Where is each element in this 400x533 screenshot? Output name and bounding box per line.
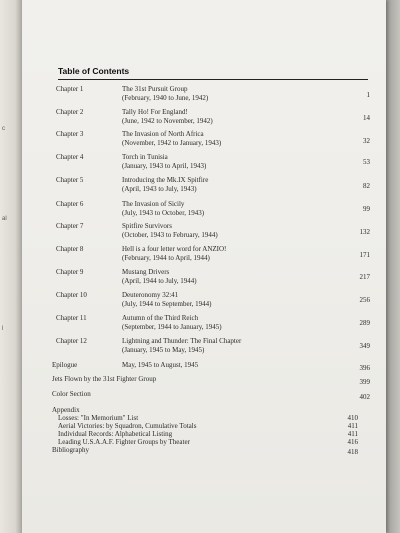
chapter-title: Lightning and Thunder: The Final Chapter [122,337,242,345]
appendix-item: Individual Records: Alphabetical Listing [58,430,173,438]
bibliography-label: Bibliography [52,446,89,454]
chapter-title: The Invasion of North Africa [122,130,204,138]
chapter-title: The 31st Pursuit Group [122,85,188,93]
chapter-label: Chapter 12 [56,337,87,345]
page-number: 349 [359,342,370,350]
chapter-title: Introducing the Mk.IX Spitfire [122,176,209,184]
chapter-label: Chapter 3 [56,130,84,138]
page-number: 82 [363,182,370,190]
page-number: 99 [363,205,370,213]
epilogue-label: Epilogue [52,361,78,369]
page-number: 399 [359,378,370,386]
chapter-label: Chapter 1 [56,85,84,93]
appendix-item: Leading U.S.A.A.F. Fighter Groups by Theater [58,438,190,446]
chapter-dates: (April, 1944 to July, 1944) [122,277,197,286]
chapter-label: Chapter 9 [56,268,84,276]
chapter-dates: (September, 1944 to January, 1945) [122,323,222,332]
toc-heading: Table of Contents [58,66,130,76]
page-number: 1 [366,91,370,99]
chapter-title: Mustang Drivers [122,268,170,276]
chapter-label: Chapter 8 [56,245,84,253]
chapter-label: Chapter 11 [56,314,87,322]
color-section-label: Color Section [52,390,91,398]
book-page [22,0,386,533]
background-surface [386,0,400,533]
appendix-item: Aerial Victories: by Squadron, Cumulative Totals [58,422,197,430]
chapter-title: Torch in Tunisia [122,153,168,161]
page-number: 132 [359,228,370,236]
chapter-dates: (January, 1943 to April, 1943) [122,162,207,171]
chapter-dates: (November, 1942 to January, 1943) [122,139,222,148]
chapter-title: Hell is a four letter word for ANZIO! [122,245,227,253]
jets-label: Jets Flown by the 31st Fighter Group [52,375,157,383]
chapter-dates: (July, 1943 to October, 1943) [122,209,205,218]
chapter-dates: (June, 1942 to November, 1942) [122,117,213,126]
chapter-title: Tally Ho! For England! [122,108,188,116]
chapter-dates: (July, 1944 to September, 1944) [122,300,212,309]
chapter-label: Chapter 10 [56,291,87,299]
chapter-dates: (February, 1940 to June, 1942) [122,94,209,103]
page-number: 411 [347,430,358,438]
page-number: 402 [359,393,370,401]
page-number: 217 [359,273,370,281]
page-number: 410 [347,414,358,422]
page-number: 289 [359,319,370,327]
chapter-dates: (April, 1943 to July, 1943) [122,185,197,194]
chapter-dates: (January, 1945 to May, 1945) [122,346,205,355]
facing-page-marks: c al l [2,126,7,332]
chapter-label: Chapter 6 [56,200,84,208]
chapter-title: Spitfire Survivors [122,222,172,230]
chapter-label: Chapter 4 [56,153,84,161]
page-number: 416 [347,438,358,446]
chapter-title: Autumn of the Third Reich [122,314,199,322]
page-number: 53 [363,158,370,166]
page-number: 256 [359,296,370,304]
appendix-item: Losses: "In Memorium" List [58,414,139,422]
page-number: 418 [347,448,358,456]
page-number: 411 [347,422,358,430]
chapter-title: The Invasion of Sicily [122,200,185,208]
page-number: 396 [359,364,370,372]
page-number: 14 [363,114,370,122]
chapter-dates: (October, 1943 to February, 1944) [122,231,218,240]
chapter-label: Chapter 5 [56,176,84,184]
appendix-heading: Appendix [52,406,80,414]
page-number: 171 [359,251,370,259]
chapter-label: Chapter 7 [56,222,84,230]
chapter-dates: (February, 1944 to April, 1944) [122,254,210,263]
page-number: 32 [363,137,370,145]
chapter-title: Deuteronomy 32:41 [122,291,179,299]
epilogue-dates: May, 1945 to August, 1945 [122,361,199,369]
chapter-label: Chapter 2 [56,108,84,116]
